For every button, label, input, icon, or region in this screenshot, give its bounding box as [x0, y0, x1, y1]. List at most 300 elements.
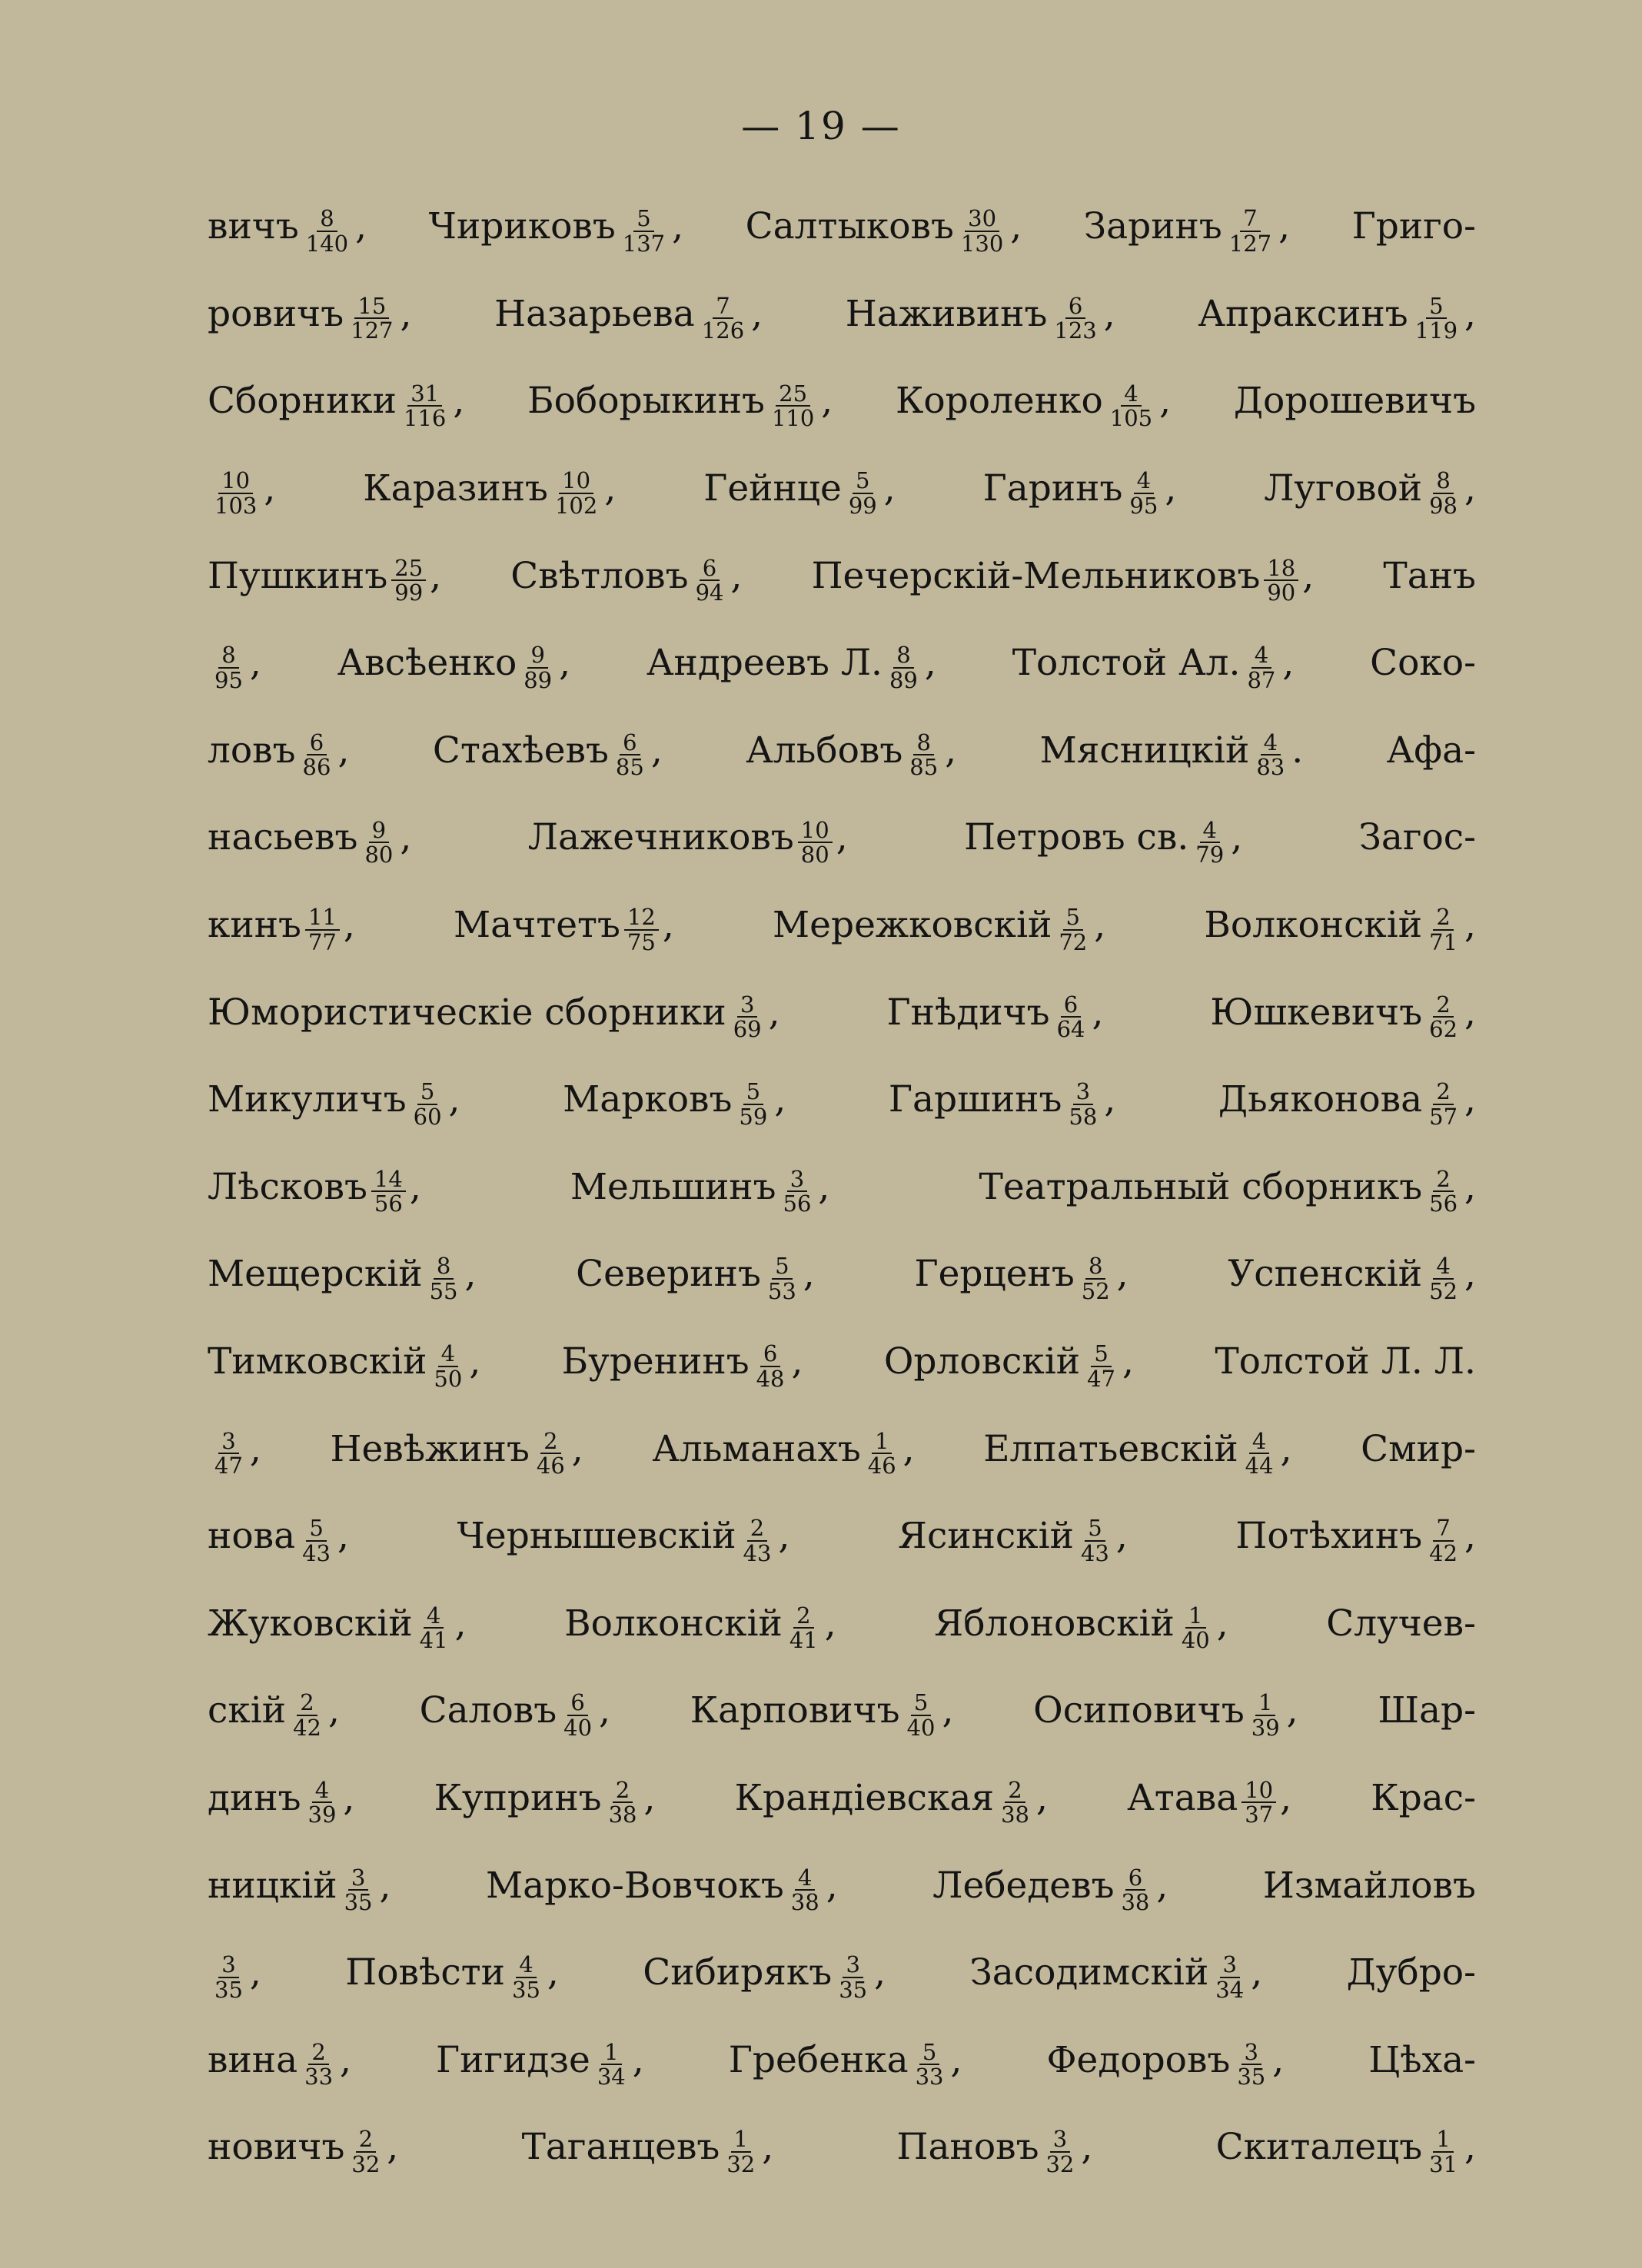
fraction-numerator: 4	[1249, 1430, 1269, 1454]
count-fraction	[211, 1953, 246, 2001]
author-name: Крас-	[1371, 1776, 1476, 1819]
author-entry	[208, 202, 367, 257]
fraction-denominator: 116	[404, 404, 447, 431]
author-entry	[1218, 1075, 1476, 1130]
author-name: Альманахъ	[652, 1427, 861, 1470]
fraction-numerator: 31	[407, 382, 442, 407]
fraction-denominator: 35	[1237, 2064, 1266, 2090]
separator: ,	[1010, 205, 1022, 248]
fraction-denominator: 126	[701, 317, 745, 344]
fraction-denominator: 40	[1181, 1627, 1210, 1654]
author-entry	[1204, 901, 1476, 955]
separator: ,	[249, 1951, 261, 1994]
fraction-numerator: 10	[798, 819, 833, 843]
fraction-denominator: 43	[743, 1539, 772, 1566]
author-entry	[1347, 1951, 1476, 1994]
author-name: Луговой	[1264, 467, 1423, 510]
author-name: нова	[208, 1515, 296, 1558]
author-ranking-text	[208, 183, 1476, 2191]
separator: ,	[400, 816, 412, 859]
author-entry	[454, 901, 674, 955]
fraction-denominator: 40	[906, 1714, 936, 1741]
author-name: Волконскій	[564, 1602, 783, 1645]
count-fraction	[371, 1167, 406, 1216]
author-entry	[1235, 1512, 1476, 1566]
separator: ,	[340, 2038, 351, 2081]
count-fraction	[836, 1953, 870, 2001]
count-fraction	[958, 207, 1006, 255]
separator: ,	[400, 292, 412, 335]
fraction-numerator: 5	[1085, 1516, 1105, 1541]
fraction-denominator: 103	[214, 492, 258, 519]
separator: ,	[1280, 1776, 1292, 1819]
author-entry	[964, 814, 1243, 868]
fraction-denominator: 99	[848, 492, 877, 519]
fraction-numerator: 10	[559, 469, 593, 493]
author-entry	[1263, 1865, 1476, 1907]
author-name: Заринъ	[1083, 205, 1222, 248]
author-entry	[208, 1163, 421, 1217]
fraction-denominator: 35	[512, 1976, 540, 2003]
separator: ,	[730, 554, 743, 597]
author-name: Осиповичъ	[1033, 1689, 1245, 1732]
count-fraction	[1426, 2127, 1461, 2176]
separator: ,	[1035, 1776, 1048, 1819]
count-fraction	[533, 1427, 568, 1479]
author-name: Измайловъ	[1262, 1864, 1476, 1907]
author-name: Мясницкій	[1039, 729, 1250, 772]
count-fraction	[1212, 1953, 1247, 2001]
fraction-denominator: 38	[790, 1889, 819, 1916]
author-name: Пановъ	[896, 2126, 1039, 2169]
count-fraction	[765, 1254, 799, 1303]
author-entry	[208, 1948, 261, 2003]
fraction-numerator: 4	[1134, 469, 1154, 493]
separator: ,	[1464, 1165, 1476, 1208]
fraction-denominator: 87	[1247, 666, 1276, 693]
separator: ,	[824, 1602, 836, 1645]
fraction-numerator: 6	[760, 1342, 780, 1366]
count-fraction	[401, 382, 449, 430]
count-fraction	[1051, 294, 1099, 343]
fraction-numerator: 4	[312, 1778, 332, 1803]
author-entry	[208, 2036, 351, 2090]
fraction-numerator: 5	[1063, 905, 1083, 930]
fraction-denominator: 50	[434, 1365, 463, 1392]
author-name: Апраксинъ	[1198, 292, 1408, 335]
author-entry	[746, 726, 957, 781]
fraction-numerator: 9	[527, 643, 547, 668]
fraction-numerator: 3	[1220, 1953, 1240, 1977]
author-entry	[208, 901, 355, 955]
count-fraction	[1253, 731, 1288, 779]
author-name: Успенскій	[1228, 1253, 1423, 1296]
fraction-denominator: 56	[783, 1190, 812, 1217]
count-fraction	[606, 1778, 640, 1827]
fraction-numerator: 3	[218, 1430, 238, 1454]
count-fraction	[1426, 905, 1461, 954]
fraction-denominator: 99	[394, 579, 424, 606]
fraction-numerator: 3	[1241, 2041, 1261, 2065]
fraction-denominator: 35	[214, 1976, 243, 2003]
author-name: кинъ	[208, 904, 301, 947]
author-name: Юшкевичъ	[1210, 991, 1423, 1034]
fraction-denominator: 71	[1429, 928, 1458, 955]
author-entry	[208, 1861, 391, 1916]
separator: ,	[643, 1776, 656, 1819]
count-fraction	[1242, 1427, 1277, 1479]
author-entry	[982, 464, 1177, 519]
fraction-numerator: 2	[1433, 1080, 1453, 1104]
author-entry	[1083, 202, 1291, 257]
fraction-denominator: 75	[627, 928, 656, 955]
author-entry	[1352, 205, 1476, 247]
text-line	[208, 2016, 1476, 2104]
separator: ,	[902, 1427, 915, 1470]
author-entry	[1039, 726, 1304, 781]
author-entry	[811, 552, 1315, 606]
fraction-denominator: 102	[554, 492, 598, 519]
fraction-denominator: 41	[419, 1627, 448, 1654]
separator: ,	[751, 292, 763, 335]
author-entry	[208, 1512, 349, 1566]
separator: ,	[774, 1078, 786, 1121]
count-fraction	[427, 1254, 461, 1303]
separator: ,	[1104, 1078, 1116, 1121]
count-fraction	[1244, 643, 1278, 692]
fraction-numerator: 8	[913, 731, 933, 755]
fraction-denominator: 59	[739, 1103, 768, 1130]
count-fraction	[624, 905, 659, 954]
fraction-denominator: 137	[622, 230, 666, 257]
fraction-numerator: 8	[1433, 469, 1453, 493]
fraction-denominator: 77	[307, 928, 337, 955]
fraction-numerator: 6	[567, 1691, 587, 1715]
count-fraction	[341, 1866, 376, 1914]
fraction-numerator: 25	[776, 382, 810, 407]
separator: ,	[547, 1951, 559, 1994]
author-entry	[883, 1337, 1134, 1392]
fraction-denominator: 42	[293, 1714, 321, 1741]
count-fraction	[1226, 207, 1275, 255]
fraction-denominator: 40	[563, 1714, 593, 1741]
fraction-denominator: 85	[909, 754, 939, 781]
author-name: Дубро-	[1346, 1951, 1476, 1994]
fraction-numerator: 3	[1050, 2127, 1070, 2152]
count-fraction	[417, 1604, 451, 1652]
author-entry	[434, 1774, 656, 1828]
author-name: Невѣжинъ	[330, 1427, 530, 1470]
separator: ,	[1081, 2126, 1093, 2169]
author-name: Лажечниковъ	[527, 816, 794, 859]
separator: ,	[672, 205, 684, 248]
count-fraction	[391, 556, 426, 605]
author-entry	[1361, 1428, 1476, 1470]
separator: .	[1291, 729, 1304, 772]
text-line	[208, 2104, 1476, 2191]
author-entry	[643, 1948, 886, 2003]
author-entry	[208, 1250, 477, 1304]
separator: ,	[1464, 1515, 1476, 1558]
author-entry	[208, 814, 412, 868]
fraction-denominator: 130	[960, 230, 1004, 257]
fraction-numerator: 5	[1426, 294, 1446, 319]
fraction-numerator: 8	[893, 643, 913, 668]
separator: ,	[821, 380, 833, 423]
author-entry	[703, 464, 896, 519]
author-entry	[419, 1686, 610, 1741]
text-line	[208, 1405, 1476, 1493]
count-fraction	[904, 1691, 939, 1739]
author-entry	[208, 1774, 355, 1828]
count-fraction	[1264, 556, 1298, 605]
author-entry	[208, 1599, 467, 1654]
author-entry	[734, 1774, 1048, 1828]
fraction-numerator: 2	[297, 1691, 317, 1715]
count-fraction	[1426, 469, 1461, 517]
fraction-numerator: 5	[919, 2041, 939, 2065]
fraction-denominator: 32	[726, 2150, 756, 2177]
count-fraction	[846, 469, 880, 517]
author-name: Дорошевичъ	[1233, 380, 1476, 423]
author-name: динъ	[208, 1776, 301, 1819]
separator: ,	[1103, 292, 1115, 335]
count-fraction	[753, 1342, 788, 1390]
fraction-denominator: 35	[839, 1976, 868, 2003]
fraction-denominator: 47	[1087, 1365, 1116, 1392]
author-entry	[337, 639, 571, 693]
fraction-denominator: 42	[1429, 1539, 1458, 1566]
author-name: Ясинскій	[897, 1515, 1074, 1558]
fraction-denominator: 56	[374, 1190, 403, 1217]
author-name: Назарьева	[494, 292, 695, 335]
fraction-numerator: 4	[1121, 382, 1141, 407]
fraction-denominator: 46	[867, 1453, 896, 1479]
author-entry	[208, 464, 276, 519]
author-entry	[521, 2123, 774, 2177]
separator: ,	[469, 1340, 481, 1383]
count-fraction	[906, 731, 941, 779]
author-entry	[428, 202, 684, 257]
fraction-numerator: 8	[218, 643, 238, 668]
fraction-numerator: 6	[700, 556, 720, 581]
author-entry	[457, 1512, 790, 1566]
count-fraction	[620, 207, 668, 255]
fraction-numerator: 1	[1433, 2127, 1453, 2152]
fraction-numerator: 1	[872, 1430, 892, 1454]
author-entry	[932, 1861, 1168, 1916]
text-line	[208, 1755, 1476, 1842]
separator: ,	[650, 729, 663, 772]
author-entry	[527, 814, 848, 868]
author-name: Цѣха-	[1368, 2038, 1476, 2081]
author-name: Гаринъ	[982, 467, 1123, 510]
separator: ,	[762, 2126, 774, 2169]
count-fraction	[1192, 816, 1227, 868]
separator: ,	[1159, 380, 1172, 423]
count-fraction	[730, 993, 765, 1041]
separator: ,	[662, 904, 674, 947]
fraction-denominator: 90	[1267, 579, 1296, 606]
author-name: Повѣсти	[345, 1951, 506, 1994]
count-fraction	[290, 1691, 324, 1739]
author-entry	[576, 1250, 815, 1304]
count-fraction	[1178, 1604, 1213, 1652]
text-line	[208, 882, 1476, 969]
author-entry	[436, 2036, 644, 2090]
text-line	[208, 707, 1476, 795]
author-name: Мачтетъ	[454, 904, 620, 947]
author-name: Микуличъ	[208, 1078, 407, 1121]
fraction-denominator: 95	[214, 666, 243, 693]
author-name: Скиталецъ	[1215, 2126, 1423, 2169]
author-entry	[773, 901, 1106, 955]
author-name: Петровъ св.	[964, 816, 1189, 859]
author-name: Наживинъ	[845, 292, 1048, 335]
fraction-denominator: 34	[597, 2064, 626, 2090]
count-fraction	[736, 1080, 770, 1128]
author-name: Гигидзе	[436, 2038, 590, 2081]
author-name: Андреевъ Л.	[646, 642, 882, 685]
count-fraction	[303, 207, 351, 255]
author-name: Федоровъ	[1046, 2038, 1231, 2081]
fraction-numerator: 9	[369, 819, 389, 843]
count-fraction	[211, 469, 260, 517]
fraction-numerator: 5	[772, 1254, 792, 1279]
author-name: Случев-	[1326, 1602, 1476, 1645]
author-entry	[979, 1163, 1476, 1217]
fraction-denominator: 48	[756, 1365, 785, 1392]
author-name: Чернышевскій	[457, 1515, 736, 1558]
separator: ,	[448, 1078, 460, 1121]
author-name: Мережковскій	[773, 904, 1052, 947]
author-name: Карповичъ	[690, 1689, 900, 1732]
separator: ,	[945, 729, 957, 772]
author-name: Пушкинъ	[208, 554, 388, 597]
count-fraction	[769, 382, 817, 430]
fraction-denominator: 58	[1069, 1103, 1098, 1130]
text-line	[208, 445, 1476, 533]
count-fraction	[1234, 2038, 1268, 2090]
author-entry	[1210, 988, 1476, 1043]
fraction-numerator: 2	[308, 2041, 328, 2065]
text-line	[208, 1230, 1476, 1318]
count-fraction	[1426, 1080, 1461, 1128]
author-entry	[494, 290, 763, 344]
separator: ,	[453, 380, 465, 423]
author-name: Загос-	[1358, 816, 1476, 859]
fraction-denominator: 72	[1059, 928, 1088, 955]
count-fraction	[998, 1778, 1032, 1827]
author-name: ницкій	[208, 1864, 337, 1907]
fraction-denominator: 89	[889, 666, 918, 693]
fraction-denominator: 79	[1195, 841, 1225, 868]
separator: ,	[430, 554, 442, 597]
separator: ,	[355, 205, 367, 248]
fraction-numerator: 6	[1125, 1866, 1145, 1891]
author-name: насьевъ	[208, 816, 358, 859]
fraction-denominator: 64	[1056, 1016, 1085, 1043]
count-fraction	[613, 731, 647, 779]
author-name: Дьяконова	[1218, 1078, 1423, 1121]
author-name: Гейнце	[703, 467, 842, 510]
separator: ,	[1094, 904, 1106, 947]
separator: ,	[387, 2126, 399, 2169]
author-entry	[1228, 1250, 1476, 1304]
author-name: Марко-Вовчокъ	[486, 1864, 784, 1907]
fraction-numerator: 25	[391, 556, 426, 581]
separator: ,	[1115, 1515, 1128, 1558]
author-name: Елпатьевскій	[983, 1427, 1238, 1470]
separator: ,	[1286, 1689, 1298, 1732]
count-fraction	[786, 1604, 821, 1652]
fraction-denominator: 39	[1251, 1714, 1280, 1741]
author-name: Соко-	[1370, 642, 1476, 685]
separator: ,	[1302, 554, 1315, 597]
count-fraction	[1426, 1516, 1461, 1565]
fraction-numerator: 7	[713, 294, 733, 319]
separator: ,	[1282, 642, 1295, 685]
author-name: Саловъ	[419, 1689, 557, 1732]
fraction-denominator: 105	[1109, 404, 1153, 431]
separator: ,	[1092, 991, 1104, 1034]
separator: ,	[343, 1776, 355, 1819]
author-entry	[896, 377, 1172, 431]
text-line	[208, 532, 1476, 619]
author-entry	[1368, 2039, 1476, 2081]
author-entry	[983, 1425, 1292, 1479]
author-name: Купринъ	[434, 1776, 602, 1819]
author-entry	[208, 1337, 481, 1392]
separator: ,	[874, 1951, 886, 1994]
count-fraction	[1107, 382, 1155, 430]
author-name: Буренинъ	[561, 1340, 750, 1383]
fraction-denominator: 140	[305, 230, 349, 257]
fraction-denominator: 43	[302, 1539, 331, 1566]
separator: ,	[883, 467, 896, 510]
author-entry	[1371, 1777, 1476, 1819]
fraction-denominator: 80	[364, 841, 394, 868]
text-line	[208, 1144, 1476, 1231]
fraction-denominator: 38	[1001, 1801, 1029, 1828]
author-entry	[1359, 816, 1476, 858]
fraction-numerator: 4	[1433, 1254, 1453, 1279]
fraction-denominator: 95	[1129, 492, 1158, 519]
separator: ,	[1251, 1951, 1263, 1994]
fraction-denominator: 57	[1429, 1103, 1458, 1130]
fraction-numerator: 3	[787, 1167, 807, 1192]
author-entry	[561, 1337, 803, 1392]
count-fraction	[1078, 1516, 1112, 1565]
count-fraction	[1241, 1778, 1276, 1827]
fraction-numerator: 1	[1255, 1691, 1275, 1715]
fraction-numerator: 5	[853, 469, 873, 493]
author-name: ловъ	[208, 729, 296, 772]
author-name: Атава	[1127, 1776, 1238, 1819]
author-entry	[1198, 290, 1476, 344]
text-line	[208, 794, 1476, 882]
author-entry	[897, 1512, 1128, 1566]
fraction-denominator: 39	[307, 1801, 337, 1828]
author-entry	[1264, 464, 1476, 519]
author-entry	[728, 2036, 962, 2090]
fraction-denominator: 86	[302, 754, 331, 781]
author-entry	[208, 1075, 460, 1130]
count-fraction	[305, 905, 340, 954]
text-line	[208, 968, 1476, 1056]
fraction-numerator: 4	[424, 1604, 444, 1629]
author-entry	[510, 552, 743, 606]
